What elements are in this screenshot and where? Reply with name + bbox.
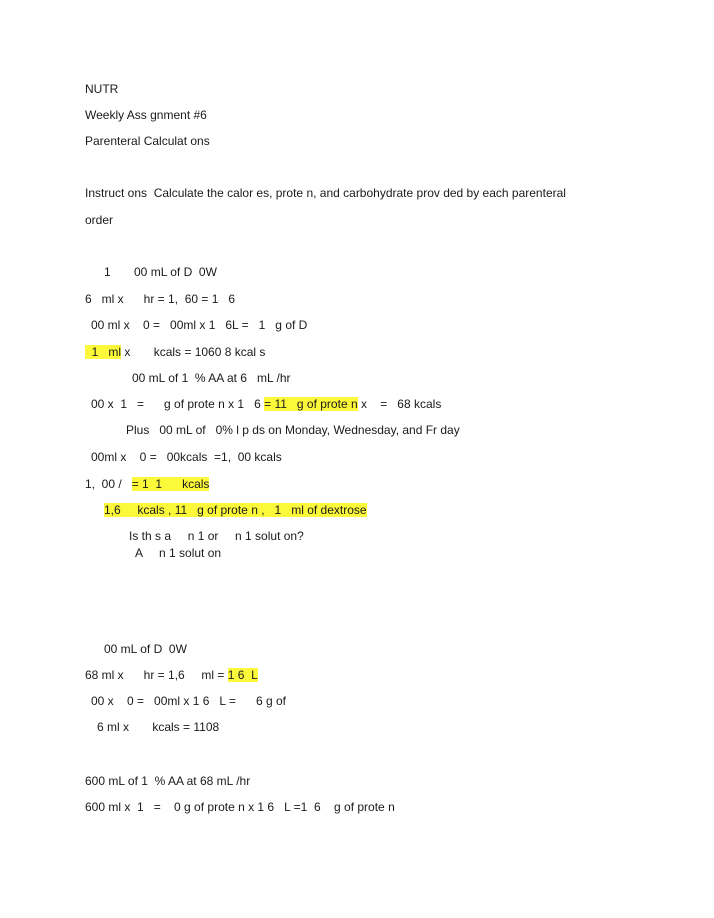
p1-rate-calc: 6 ml x hr = 1, 60 = 1 6 (85, 292, 236, 306)
p1-summary-highlight: 1,6 kcals , 11 g of prote n , 1 ml of dextrose (104, 503, 367, 517)
p1-dextrose-order: 1 00 mL of D 0W (104, 265, 217, 279)
p2-rate-pre: 68 ml x hr = 1,6 ml = (85, 668, 228, 682)
p2-dextrose-order: 00 mL of D 0W (104, 642, 187, 656)
p1-protein-pre: 00 x 1 = g of prote n x 1 6 (91, 397, 265, 411)
p1-answer: A n 1 solut on (135, 546, 222, 560)
p1-lipid-daily-line (85, 477, 209, 492)
p1-lipid-calc: 00ml x 0 = 00kcals =1, 00 kcals (91, 450, 282, 464)
topic-title: Parenteral Calculat ons (85, 134, 210, 148)
p2-protein-calc: 600 ml x 1 = 0 g of prote n x 1 6 L =1 6 g of prote n (85, 800, 395, 814)
course-title: NUTR (85, 82, 119, 96)
p1-dextrose-grams: 00 ml x 0 = 00ml x 1 6L = 1 g of D (91, 318, 308, 332)
highlight-mark: = 11 g of prote n (264, 397, 358, 411)
p1-lipid-daily-pre: 1, 00 / (85, 477, 132, 491)
p1-lipid-order: Plus 00 mL of 0% l p ds on Monday, Wednesday, and Fr day (126, 423, 460, 437)
p1-kcal-text: x kcals = 1060 8 kcal s (121, 345, 266, 359)
p2-kcal-calc: 6 ml x kcals = 1108 (97, 720, 220, 734)
p2-rate-line (85, 668, 258, 683)
p2-aa-order: 600 mL of 1 % AA at 68 mL /hr (85, 774, 251, 788)
p1-protein-line (91, 397, 441, 412)
p1-aa-order: 00 mL of 1 % AA at 6 mL /hr (132, 371, 291, 385)
highlight-mark: = 1 1 kcals (131, 477, 210, 491)
p1-kcal-line (85, 345, 265, 360)
p2-dextrose-grams: 00 x 0 = 00ml x 1 6 L = 6 g of (91, 694, 286, 708)
p1-summary-line (104, 503, 367, 518)
highlight-mark: 1 6 L (227, 668, 258, 682)
instructions-line-2: order (85, 213, 114, 227)
p1-question: Is th s a n 1 or n 1 solut on? (129, 529, 304, 543)
p1-protein-post: x = 68 kcals (357, 397, 442, 411)
instructions-line-1: Instruct ons Calculate the calor es, prote n, and carbohydrate prov ded by each parenteral (85, 186, 566, 200)
highlight-mark: 1 ml (85, 345, 122, 359)
assignment-title: Weekly Ass gnment #6 (85, 108, 207, 122)
